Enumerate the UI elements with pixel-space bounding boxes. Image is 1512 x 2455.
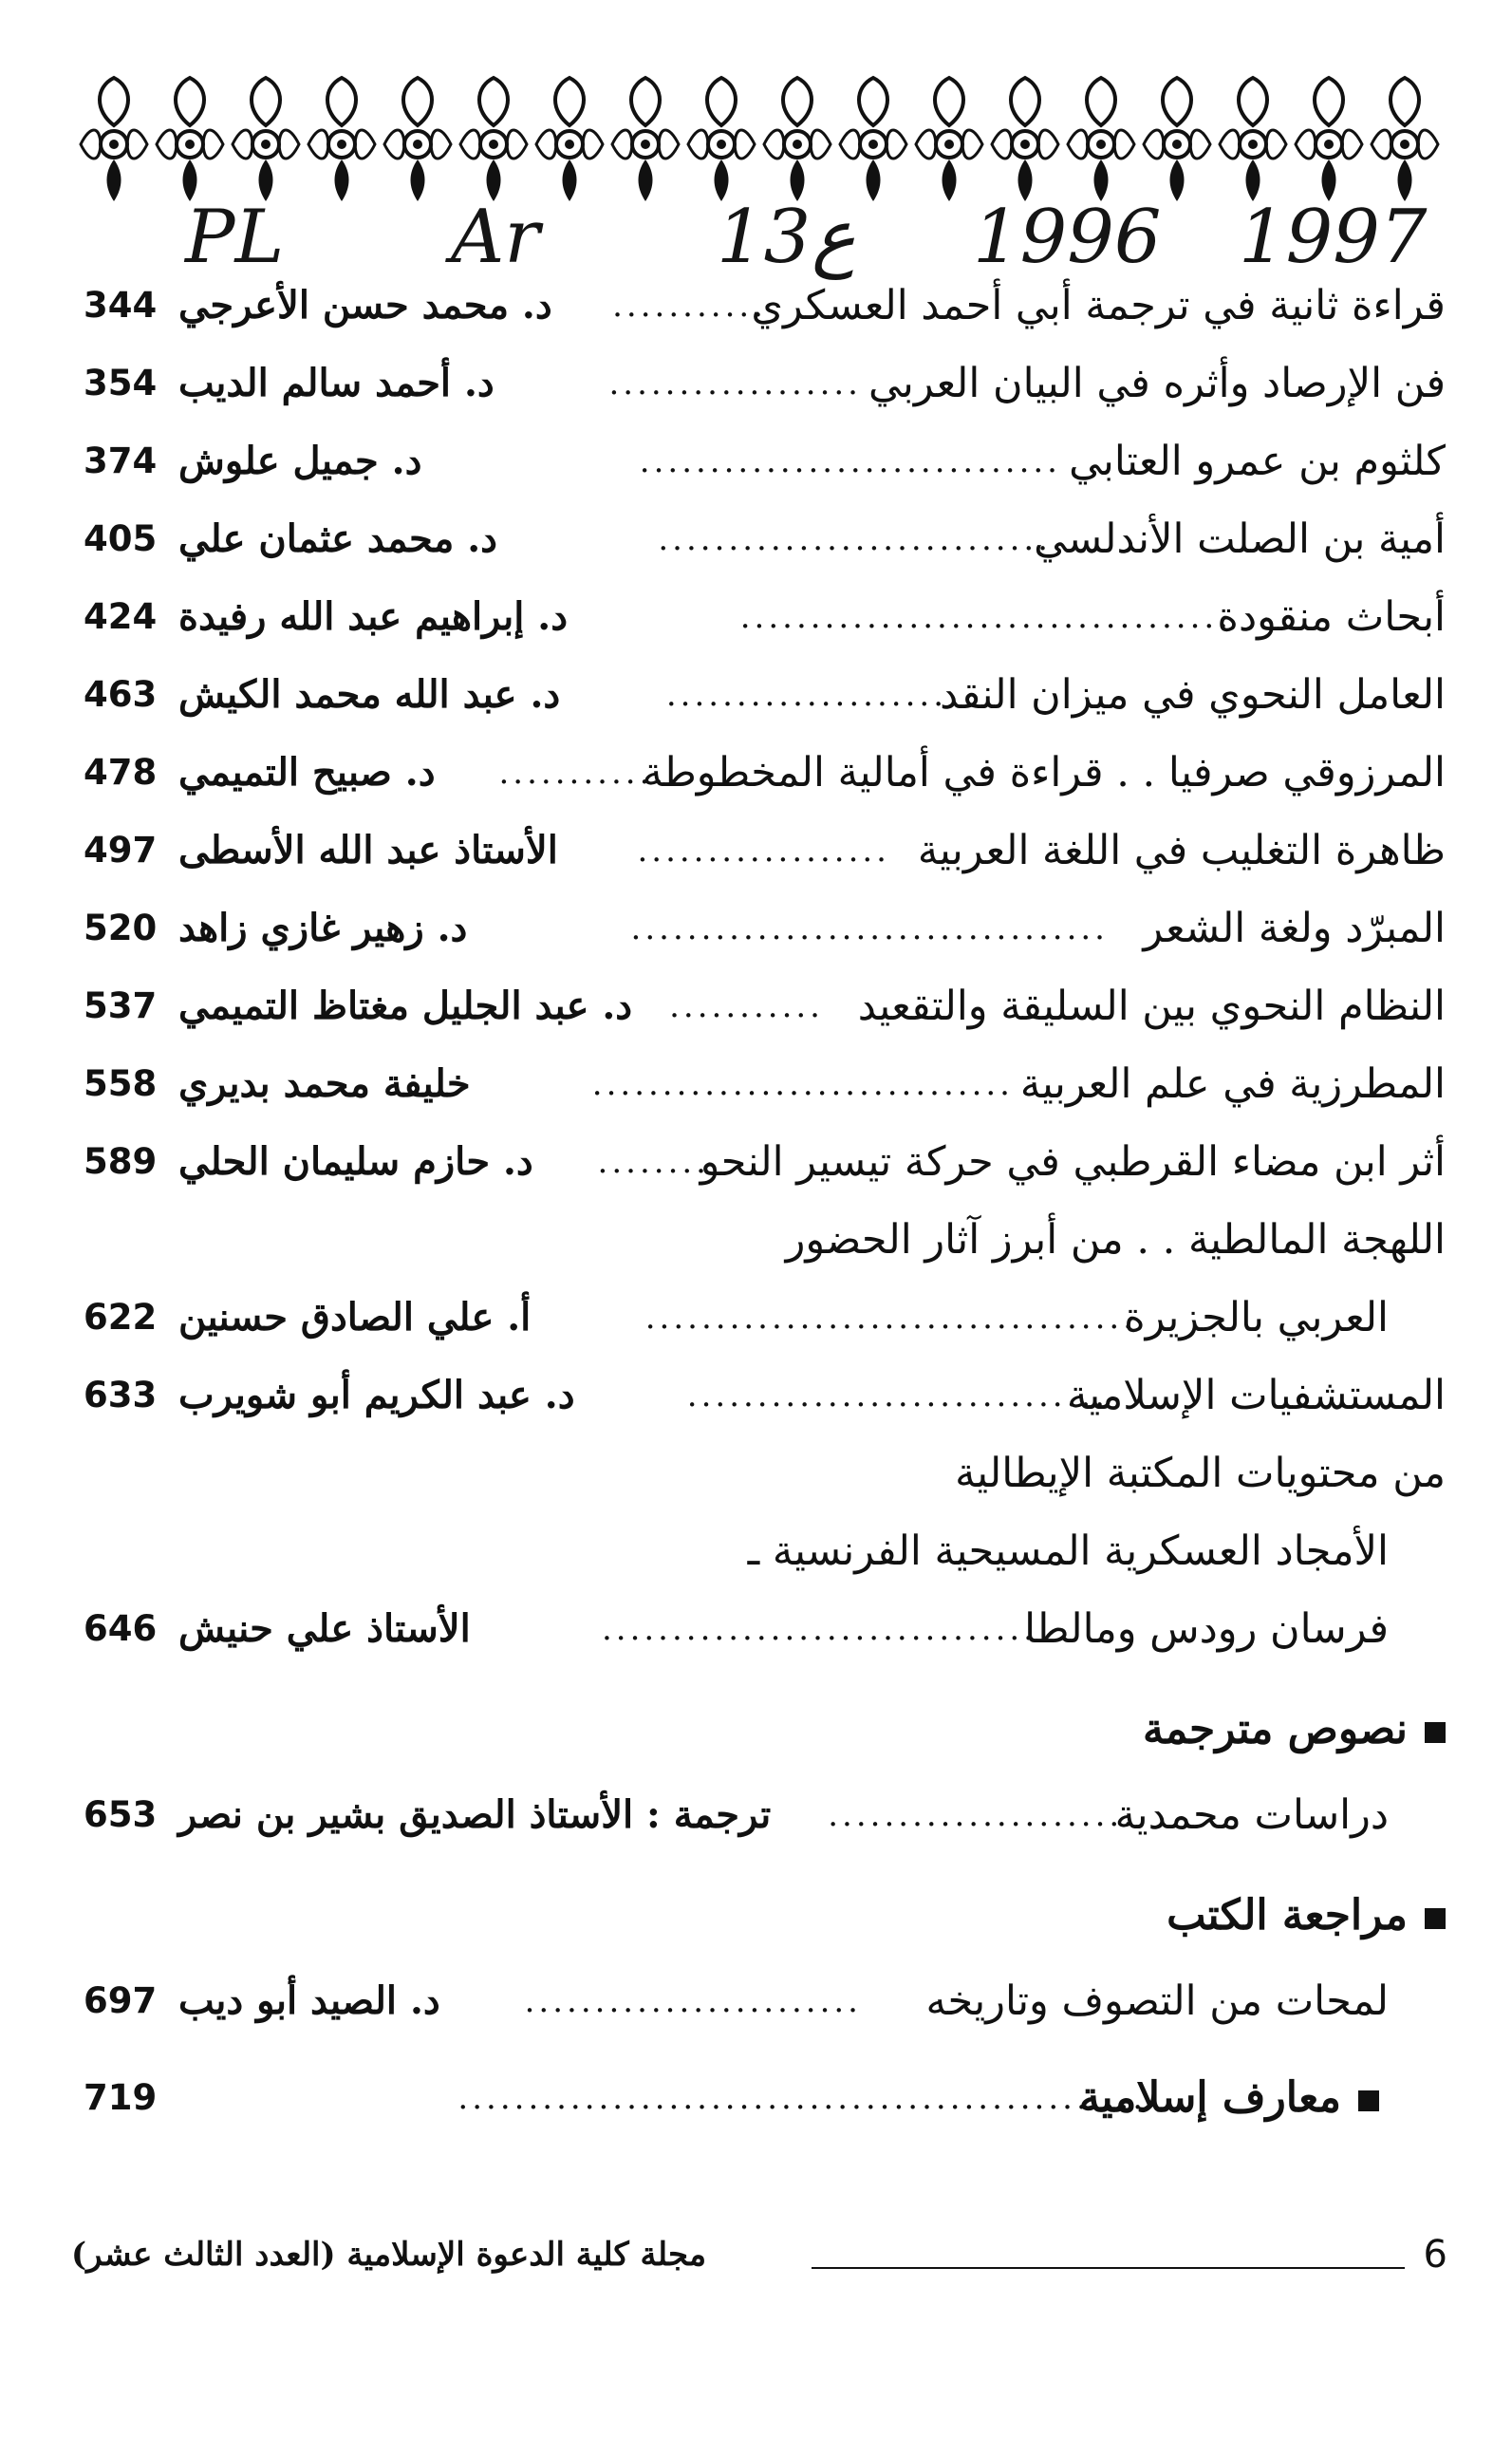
dot-leader: ..................: [608, 365, 862, 403]
journal-title: مجلة كلية الدعوة الإسلامية (العدد الثالث عشر): [71, 2236, 707, 2274]
page-footer: [71, 2221, 1447, 2288]
handwritten-note-part: 1996: [973, 195, 1162, 280]
dot-leader: ............................: [658, 520, 1052, 558]
toc-entry[interactable]: [84, 423, 1446, 499]
toc-entry[interactable]: [84, 813, 1446, 889]
dot-leader: ...................................: [739, 598, 1232, 636]
dot-leader: .............: [498, 754, 681, 792]
section-heading: [686, 1878, 1446, 1954]
handwritten-note-part: ع: [812, 195, 856, 280]
dot-leader: ........................: [524, 1982, 862, 2020]
entry-page: 424: [84, 596, 158, 637]
dot-leader: ...........: [612, 287, 767, 325]
entry-page: 558: [84, 1063, 158, 1104]
toc-entry[interactable]: [84, 1777, 1446, 1853]
entry-title: فن الإرصاد وأثره في البيان العربي: [868, 360, 1446, 407]
toc-entry[interactable]: [84, 268, 1446, 344]
entry-page: 497: [84, 830, 158, 871]
entry-title: دراسات محمدية: [1114, 1791, 1389, 1839]
entry-author: د. إبراهيم عبد الله رفيدة: [178, 594, 569, 639]
entry-author: د. الصيد أبو ديب: [178, 1978, 440, 2023]
dot-leader: ..................................: [630, 909, 1109, 947]
toc-entry[interactable]: [84, 1358, 1446, 1434]
entry-page: 344: [84, 285, 158, 326]
dot-leader: ...............................: [601, 1610, 1037, 1648]
entry-title: الأمجاد العسكرية المسيحية الفرنسية ـ: [747, 1527, 1389, 1575]
toc-entry[interactable]: [84, 1513, 1446, 1589]
entry-author: د. جميل علوش: [178, 439, 422, 483]
entry-title: المبرّد ولغة الشعر: [1143, 905, 1446, 952]
entry-author: د. أحمد سالم الديب: [178, 361, 495, 405]
entry-page: 697: [84, 1980, 158, 2021]
section-heading: [686, 1692, 1446, 1768]
entry-title: أثر ابن مضاء القرطبي في حركة تيسير النحو: [700, 1138, 1446, 1186]
dot-leader: ....................: [665, 676, 947, 714]
handwritten-note-part: PL: [185, 195, 285, 280]
page-number: 6: [1423, 2233, 1447, 2277]
entry-title: لمحات من التصوف وتاريخه: [925, 1977, 1389, 2025]
handwritten-note-part: 13: [717, 195, 812, 280]
entry-title: أمية بن الصلت الأندلسي: [1034, 515, 1446, 563]
toc-entry[interactable]: [84, 1046, 1446, 1122]
dot-leader: ..............................: [639, 442, 1061, 480]
dot-leader: .................................................: [457, 2079, 1147, 2117]
entry-page: 520: [84, 908, 158, 948]
section-heading-text: مراجعة الكتب: [1167, 1891, 1408, 1940]
toc-entry[interactable]: [84, 968, 1446, 1044]
entry-page: 653: [84, 1794, 158, 1835]
entry-title: ظاهرة التغليب في اللغة العربية: [917, 827, 1446, 874]
entry-author: الأستاذ علي حنيش: [178, 1606, 471, 1651]
bullet-square-icon: [1425, 1722, 1446, 1743]
dot-leader: ..................: [637, 832, 890, 870]
entry-title: فرسان رودس ومالطا: [1024, 1605, 1389, 1653]
dot-leader: ..............................: [591, 1065, 1014, 1103]
entry-title: من محتويات المكتبة الإيطالية: [955, 1450, 1446, 1497]
entry-title: العامل النحوي في ميزان النقد: [940, 671, 1446, 719]
entry-author: د. محمد عثمان علي: [178, 516, 497, 561]
entry-title: المطرزية في علم العربية: [1019, 1060, 1446, 1108]
entry-author: د. عبد الجليل مغتاظ التميمي: [178, 984, 633, 1028]
toc-entry[interactable]: [84, 1280, 1446, 1356]
bullet-square-icon: [1425, 1908, 1446, 1929]
dot-leader: ......................: [828, 1796, 1137, 1834]
dot-leader: ...........: [669, 987, 824, 1025]
dot-leader: ...................................: [644, 1299, 1137, 1337]
entry-author: د. عبد الله محمد الكيش: [178, 672, 561, 717]
toc-entry[interactable]: [84, 501, 1446, 577]
toc-entry[interactable]: [84, 657, 1446, 733]
section-heading-text: نصوص مترجمة: [1143, 1705, 1408, 1753]
entry-title: المستشفيات الإسلامية: [1067, 1372, 1446, 1419]
handwritten-note-part: Ar: [451, 195, 540, 280]
entry-title: كلثوم بن عمرو العتابي: [1069, 438, 1446, 485]
entry-author: د. صبيح التميمي: [178, 750, 436, 795]
toc-entry[interactable]: [84, 890, 1446, 966]
entry-page: 478: [84, 752, 158, 793]
entry-page: 354: [84, 363, 158, 403]
entry-page: 537: [84, 985, 158, 1026]
dot-leader: ..............................: [686, 1377, 1109, 1415]
entry-author: خليفة محمد بديري: [178, 1061, 471, 1106]
toc-entry[interactable]: [84, 579, 1446, 655]
entry-title: اللهجة المالطية . . من أبرز آثار الحضور: [785, 1216, 1446, 1264]
toc-entry[interactable]: [84, 1435, 1446, 1511]
section-heading-label: معارف إسلامية: [1078, 2073, 1341, 2122]
toc-entry[interactable]: [84, 2060, 1446, 2136]
entry-title: قراءة ثانية في ترجمة أبي أحمد العسكري: [751, 282, 1446, 329]
entry-page: 374: [84, 440, 158, 481]
entry-page: 589: [84, 1141, 158, 1182]
entry-page: 633: [84, 1375, 158, 1415]
entry-page: 463: [84, 674, 158, 715]
entry-author: د. حازم سليمان الحلي: [178, 1139, 533, 1184]
entry-page: 719: [84, 2077, 158, 2118]
entry-page: 622: [84, 1297, 158, 1338]
entry-author: د. عبد الكريم أبو شويرب: [178, 1373, 575, 1417]
entry-title: المرزوقي صرفيا . . قراءة في أمالية المخطوطة: [642, 749, 1446, 796]
dot-leader: ........: [597, 1143, 710, 1181]
bullet-square-icon: [1358, 2090, 1379, 2111]
entry-page: 646: [84, 1608, 158, 1649]
entry-title: النظام النحوي بين السليقة والتقعيد: [857, 983, 1446, 1030]
entry-author: د. زهير غازي زاهد: [178, 906, 468, 950]
entry-author: أ. علي الصادق حسنين: [178, 1295, 532, 1340]
entry-author: ترجمة : الأستاذ الصديق بشير بن نصر: [178, 1792, 772, 1837]
entry-page: 405: [84, 518, 158, 559]
toc-entry[interactable]: [84, 346, 1446, 422]
entry-title: أبحاث منقودة: [1217, 593, 1446, 641]
entry-title: العربي بالجزيرة: [1124, 1294, 1389, 1341]
entry-author: الأستاذ عبد الله الأسطى: [178, 828, 558, 872]
toc-entry[interactable]: [84, 1202, 1446, 1278]
toc-entry[interactable]: [84, 1124, 1446, 1200]
toc-entry[interactable]: [84, 1591, 1446, 1667]
toc-entry[interactable]: [84, 735, 1446, 811]
footer-rule: [812, 2267, 1405, 2269]
entry-author: د. محمد حسن الأعرجي: [178, 283, 552, 328]
handwritten-note-part: 1997: [1239, 195, 1428, 280]
toc-entry[interactable]: [84, 1963, 1446, 2039]
